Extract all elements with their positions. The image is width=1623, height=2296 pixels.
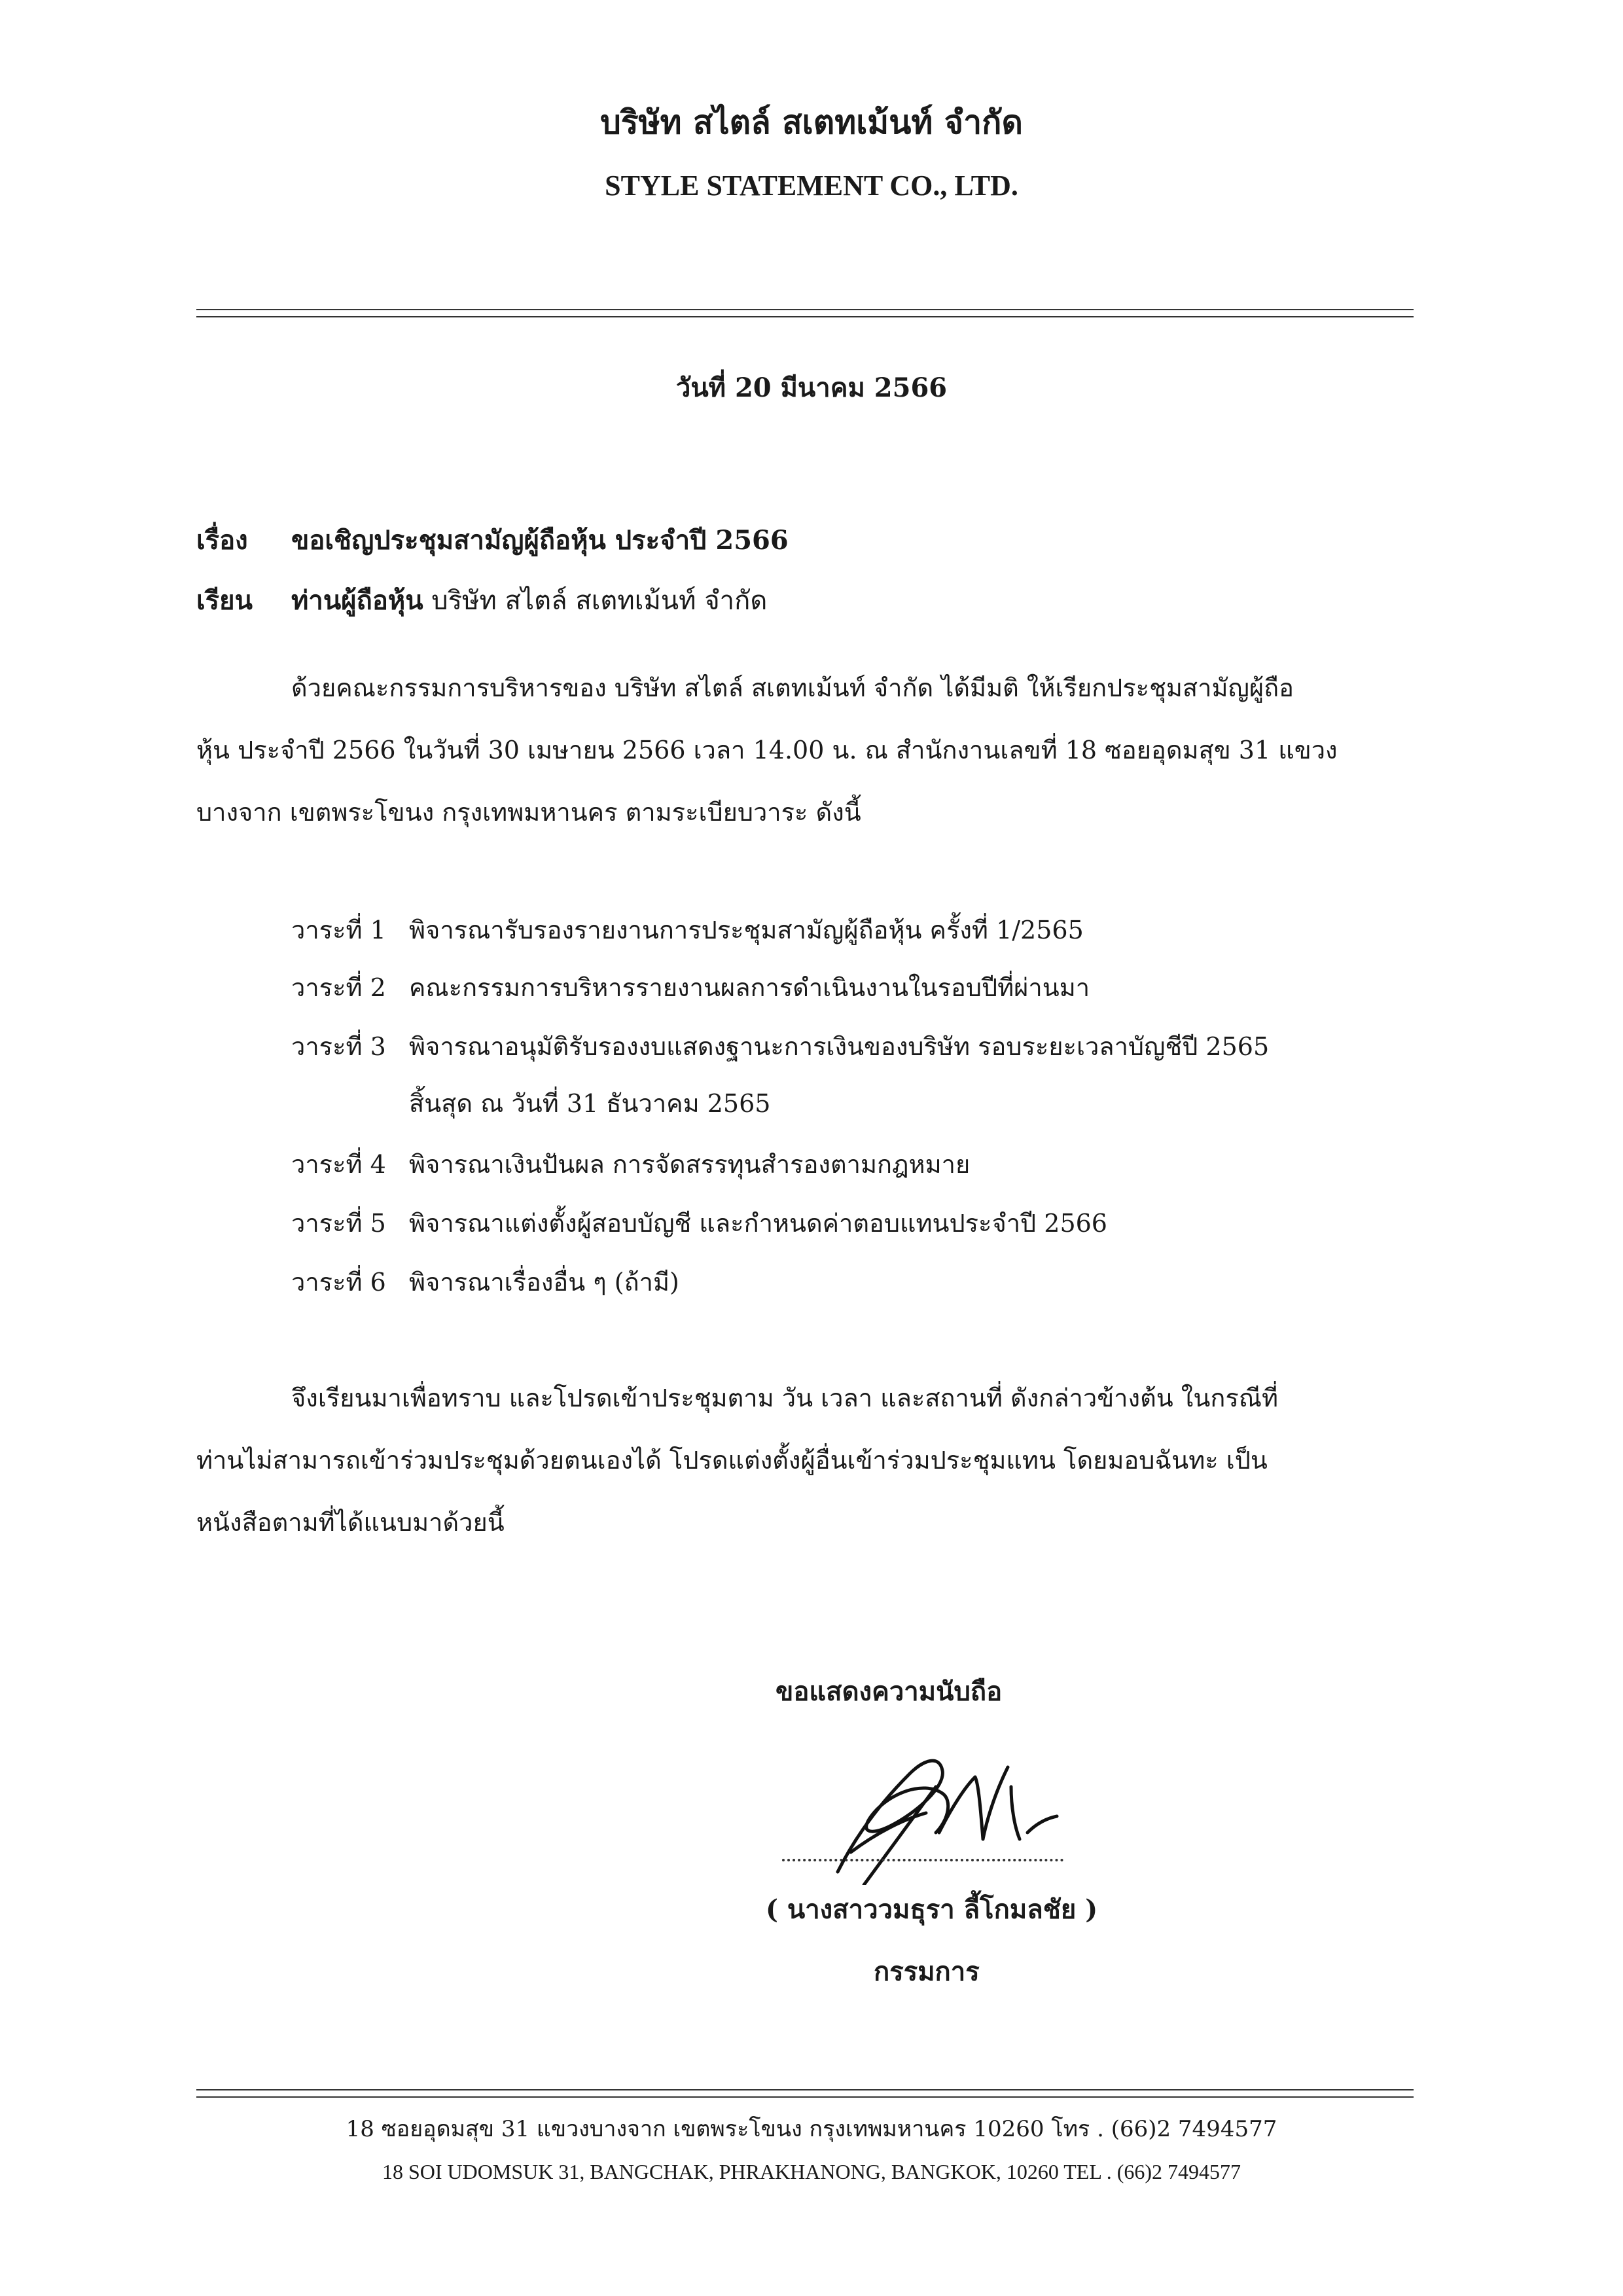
header-double-rule bbox=[196, 309, 1414, 317]
subject-label: เรื่อง bbox=[196, 525, 248, 556]
agenda-item-6 bbox=[291, 1262, 679, 1302]
agenda-text: พิจารณาเรื่องอื่น ๆ (ถ้ามี) bbox=[409, 1268, 679, 1297]
recipient-text bbox=[291, 579, 767, 621]
agenda-item-4 bbox=[291, 1144, 970, 1184]
agenda-label: วาระที่ 5 bbox=[291, 1209, 386, 1238]
recipient-bold: ท่านผู้ถือหุ้น bbox=[291, 585, 423, 616]
agenda-text: คณะกรรมการบริหารรายงานผลการดำเนินงานในรอบปีที่ผ่านมา bbox=[409, 973, 1090, 1002]
agenda-label: วาระที่ 2 bbox=[291, 973, 386, 1002]
agenda-item-2 bbox=[291, 967, 1090, 1007]
footer-double-rule bbox=[196, 2089, 1414, 2098]
subject-text: ขอเชิญประชุมสามัญผู้ถือหุ้น ประจำปี 2566 bbox=[291, 525, 789, 556]
agenda-text: พิจารณารับรองรายงานการประชุมสามัญผู้ถือหุ้น ครั้งที่ 1/2565 bbox=[409, 916, 1084, 944]
signer-position: กรรมการ bbox=[874, 1956, 980, 1987]
handwritten-signature bbox=[812, 1734, 1086, 1885]
footer-address-english: 18 SOI UDOMSUK 31, BANGCHAK, PHRAKHANONG, BANGKOK, 10260 TEL . (66)2 7494577 bbox=[382, 2160, 1241, 2183]
footer-address-thai: 18 ซอยอุดมสุข 31 แขวงบางจาก เขตพระโขนง กรุงเทพมหานคร 10260 โทร . (66)2 7494577 bbox=[346, 2116, 1277, 2142]
closing-line-1: จึงเรียนมาเพื่อทราบ และโปรดเข้าประชุมตาม วัน เวลา และสถานที่ ดังกล่าวข้างต้น ในกรณีที่ bbox=[291, 1384, 1279, 1412]
signer-name: ( นางสาววมธุรา ลี้โกมลชัย ) bbox=[766, 1894, 1098, 1925]
sign-off: ขอแสดงความนับถือ bbox=[776, 1676, 1003, 1707]
agenda-item-3-continuation: สิ้นสุด ณ วันที่ 31 ธันวาคม 2565 bbox=[409, 1089, 771, 1118]
closing-line-3: หนังสือตามที่ได้แนบมาด้วยนี้ bbox=[196, 1508, 505, 1537]
company-name-thai: บริษัท สไตล์ สเตทเม้นท์ จำกัด bbox=[600, 103, 1023, 141]
letter-date: วันที่ 20 มีนาคม 2566 bbox=[675, 372, 948, 403]
intro-line-2: หุ้น ประจำปี 2566 ในวันที่ 30 เมษายน 2566 เวลา 14.00 น. ณ สำนักงานเลขที่ 18 ซอยอุดมสุข 31 แขวง bbox=[196, 736, 1338, 764]
signature-dotted-line bbox=[782, 1859, 1063, 1861]
company-name-english: STYLE STATEMENT CO., LTD. bbox=[605, 170, 1018, 202]
agenda-item-3 bbox=[291, 1026, 1269, 1066]
agenda-label: วาระที่ 1 bbox=[291, 916, 386, 944]
intro-line-3: บางจาก เขตพระโขนง กรุงเทพมหานคร ตามระเบียบวาระ ดังนี้ bbox=[196, 798, 861, 827]
agenda-label: วาระที่ 4 bbox=[291, 1150, 386, 1179]
intro-line-1: ด้วยคณะกรรมการบริหารของ บริษัท สไตล์ สเตทเม้นท์ จำกัด ได้มีมติ ให้เรียกประชุมสามัญผู้ถือ bbox=[291, 673, 1294, 702]
agenda-label: วาระที่ 3 bbox=[291, 1032, 386, 1061]
agenda-text: พิจารณาแต่งตั้งผู้สอบบัญชี และกำหนดค่าตอบแทนประจำปี 2566 bbox=[409, 1209, 1107, 1238]
agenda-label: วาระที่ 6 bbox=[291, 1268, 386, 1297]
agenda-item-1 bbox=[291, 910, 1084, 950]
recipient-company: บริษัท สไตล์ สเตทเม้นท์ จำกัด bbox=[423, 586, 768, 616]
recipient-label: เรียน bbox=[196, 585, 253, 616]
agenda-text: พิจารณาเงินปันผล การจัดสรรทุนสำรองตามกฎหมาย bbox=[409, 1150, 971, 1179]
agenda-text: พิจารณาอนุมัติรับรองงบแสดงฐานะการเงินของบริษัท รอบระยะเวลาบัญชีปี 2565 bbox=[409, 1032, 1270, 1061]
agenda-item-5 bbox=[291, 1203, 1107, 1243]
closing-line-2: ท่านไม่สามารถเข้าร่วมประชุมด้วยตนเองได้ โปรดแต่งตั้งผู้อื่นเข้าร่วมประชุมแทน โดยมอบฉันทะ เป็น bbox=[196, 1446, 1268, 1475]
